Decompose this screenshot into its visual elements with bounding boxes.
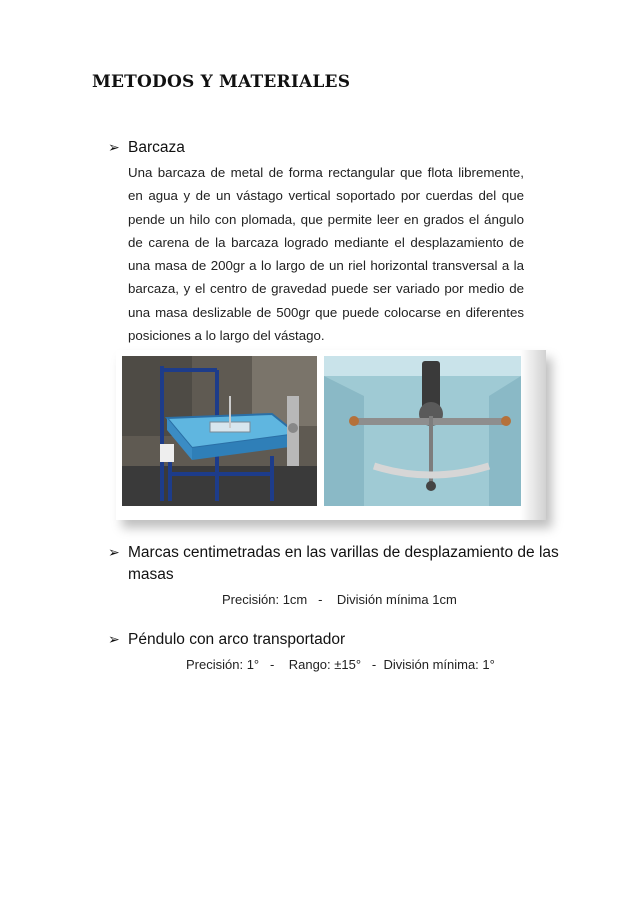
bullet-barcaza — [108, 137, 185, 159]
marcas-spec: Precisión: 1cm - División mínima 1cm — [222, 592, 457, 607]
bullet-marcas-line2: masas — [128, 566, 174, 583]
bullet-marcas — [108, 542, 559, 586]
barcaza-photo-left — [122, 356, 317, 506]
barcaza-description: Una barcaza de metal de forma rectangular que flota libremente, en agua y de un vástago vertical soportado por cuerdas del que pende un hilo con plomada, que permite leer en grados el ángulo de carena de la barcaza logrado mediante el desplazamiento de una masa de 200gr a lo largo de un riel horizontal transversal a la barcaza, y el centro de gravedad puede ser variado por medio de una masa deslizable de 500gr que puede colocarse en diferentes posiciones a lo largo del vástago. — [128, 165, 524, 344]
bullet-marcas-line1: Marcas centimetradas en las varillas de desplazamiento de las — [128, 544, 559, 561]
bullet-barcaza-label: Barcaza — [128, 139, 185, 156]
barcaza-photo-right — [324, 356, 521, 506]
bullet-pendulo-label: Péndulo con arco transportador — [128, 631, 346, 648]
arrowhead-bullet-icon: ➢ — [108, 545, 120, 561]
bullet-marcas-label — [128, 542, 559, 586]
bullet-pendulo — [108, 629, 345, 651]
page-title: METODOS Y MATERIALES — [92, 72, 351, 92]
arrowhead-bullet-icon: ➢ — [108, 632, 120, 648]
pendulo-spec: Precisión: 1° - Rango: ±15° - División mínima: 1° — [186, 657, 495, 672]
arrowhead-bullet-icon: ➢ — [108, 140, 120, 156]
